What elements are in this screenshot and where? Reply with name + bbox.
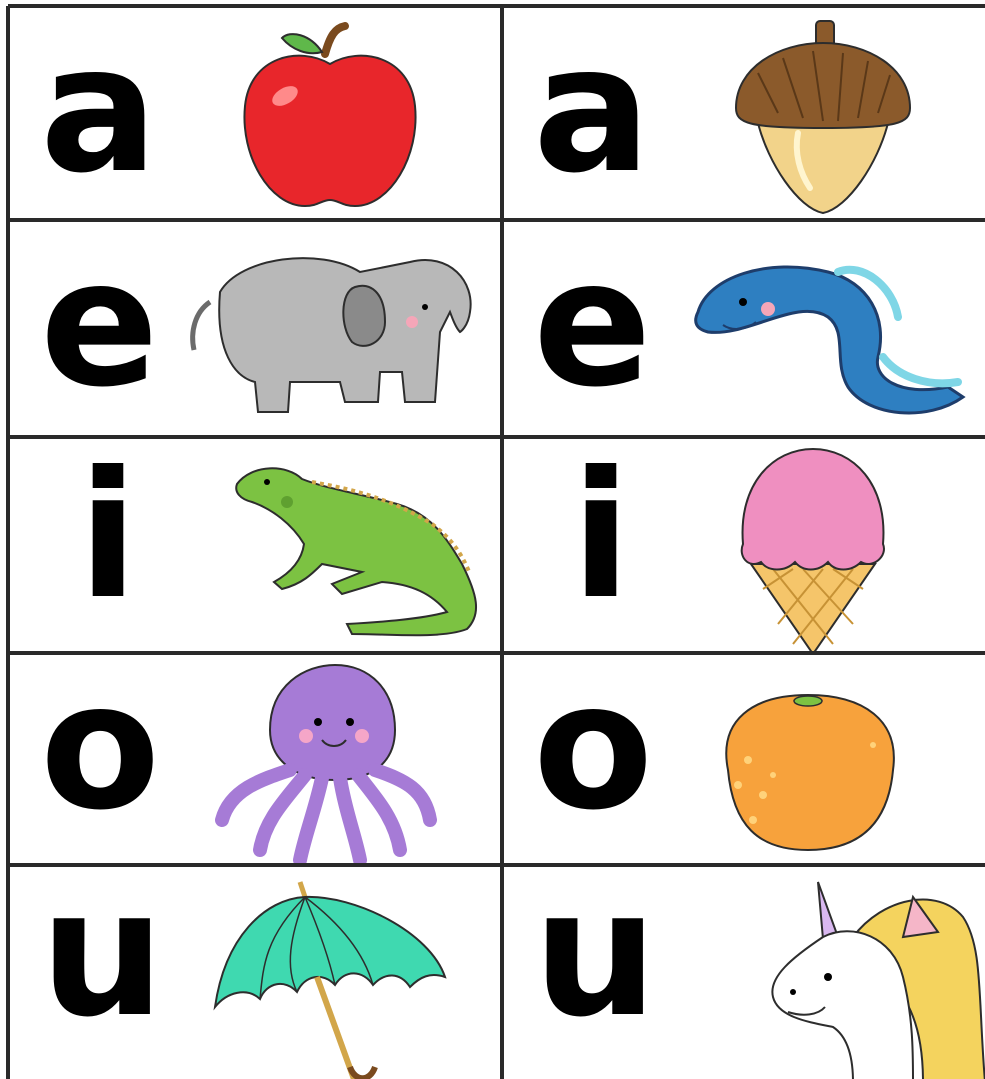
unicorn-icon (763, 877, 985, 1079)
umbrella-icon (205, 877, 455, 1079)
card-a-apple (10, 8, 501, 218)
card-u-unicorn (503, 867, 985, 1079)
acorn-icon (728, 13, 918, 218)
card-i-iguana (10, 439, 501, 651)
letter-e: e (40, 223, 159, 426)
letter-o: o (40, 655, 161, 849)
letter-a: a (40, 9, 159, 212)
letter-a: a (533, 9, 652, 212)
card-o-orange (503, 655, 985, 863)
apple-icon (230, 16, 430, 218)
card-e-eel (503, 222, 985, 435)
eel-icon (688, 237, 978, 435)
letter-o: o (533, 655, 654, 849)
ice-cream-icon (733, 444, 893, 651)
elephant-icon (180, 232, 490, 435)
octopus-icon (210, 660, 440, 863)
letter-e: e (533, 223, 652, 426)
orange-icon (708, 685, 908, 859)
card-i-ice-cream (503, 439, 985, 651)
card-u-umbrella (10, 867, 501, 1079)
iguana-icon (232, 454, 497, 648)
card-o-octopus (10, 655, 501, 863)
letter-i: i (571, 439, 631, 638)
card-e-elephant (10, 222, 501, 435)
letter-i: i (78, 439, 138, 638)
letter-u: u (40, 867, 165, 1056)
letter-u: u (533, 867, 658, 1056)
card-a-acorn (503, 8, 985, 218)
